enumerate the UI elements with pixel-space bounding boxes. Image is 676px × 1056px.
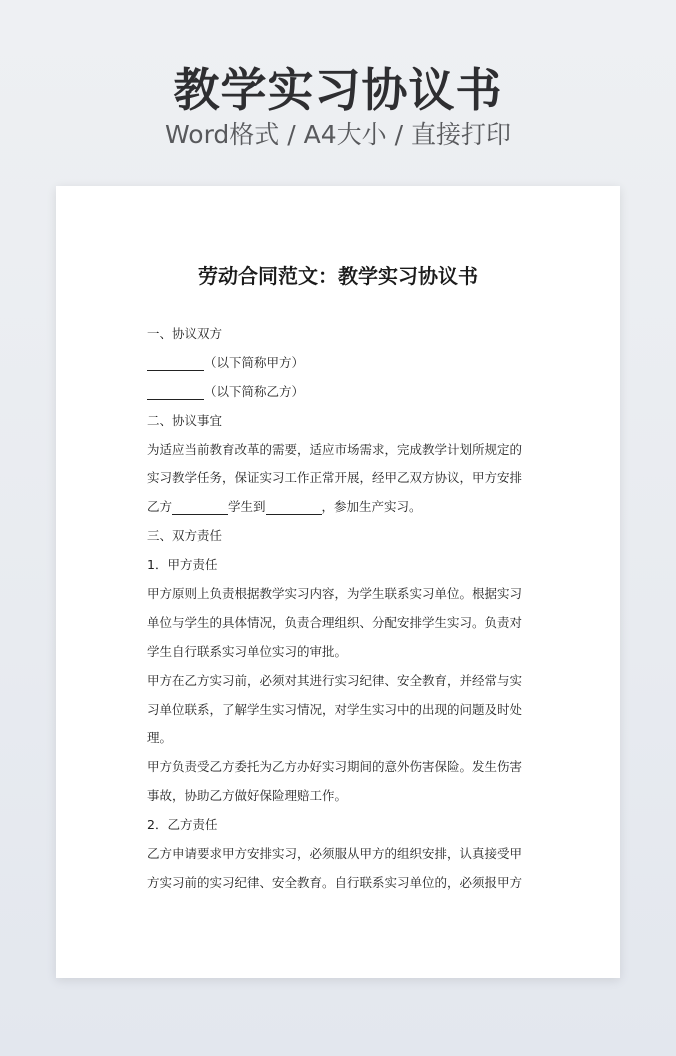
section-heading-responsibilities: 三、双方责任 — [147, 528, 223, 544]
party-b-label: （以下简称乙方） — [204, 383, 305, 399]
paragraph-line: 方实习前的实习纪律、安全教育。自行联系实习单位的，必须报甲方 — [147, 874, 523, 890]
document-body — [147, 320, 533, 898]
blank-party-b — [147, 383, 204, 400]
blank-party-a — [147, 354, 204, 371]
paragraph-line: 甲方负责受乙方委托为乙方办好实习期间的意外伤害保险。发生伤害 — [147, 759, 523, 775]
text-fragment: ，参加生产实习。 — [321, 499, 422, 515]
paragraph-line: 实习教学任务，保证实习工作正常开展，经甲乙双方协议，甲方安排 — [147, 470, 523, 486]
text-fragment: 乙方 — [147, 499, 173, 515]
paragraph-line: 习单位联系，了解学生实习情况，对学生实习中的出现的问题及时处 — [147, 701, 523, 717]
paragraph-line: 为适应当前教育改革的需要，适应市场需求，完成教学计划所规定的 — [147, 441, 523, 457]
subheading-party-b: 2．乙方责任 — [147, 817, 218, 833]
subheading-party-a: 1．甲方责任 — [147, 557, 218, 573]
paragraph-line: 甲方原则上负责根据教学实习内容，为学生联系实习单位。根据实习 — [147, 586, 523, 602]
party-b-line — [147, 378, 533, 407]
banner-title: 教学实习协议书 — [173, 63, 503, 117]
banner-subtitle: Word格式 / A4大小 / 直接打印 — [165, 120, 511, 149]
document-title: 劳动合同范文：教学实习协议书 — [198, 264, 478, 288]
paragraph-line: 事故，协助乙方做好保险理赔工作。 — [147, 788, 348, 804]
paragraph-line: 乙方申请要求甲方安排实习，必须服从甲方的组织安排，认真接受甲 — [147, 846, 523, 862]
document-page — [56, 186, 620, 978]
blank-company — [266, 498, 322, 515]
header-banner — [0, 0, 676, 186]
paragraph-line: 甲方在乙方实习前，必须对其进行实习纪律、安全教育，并经常与实 — [147, 672, 523, 688]
paragraph-line-with-blanks — [147, 493, 533, 522]
paragraph-line: 单位与学生的具体情况，负责合理组织、分配安排学生实习。负责对 — [147, 614, 523, 630]
party-a-label: （以下简称甲方） — [204, 354, 305, 370]
section-heading-parties: 一、协议双方 — [147, 326, 223, 341]
party-a-line — [147, 349, 533, 378]
section-heading-matters: 二、协议事宜 — [147, 412, 223, 428]
blank-school — [172, 498, 228, 515]
paragraph-line: 学生自行联系实习单位实习的审批。 — [147, 643, 348, 659]
text-fragment: 学生到 — [228, 499, 266, 515]
paragraph-line: 理。 — [147, 730, 173, 746]
